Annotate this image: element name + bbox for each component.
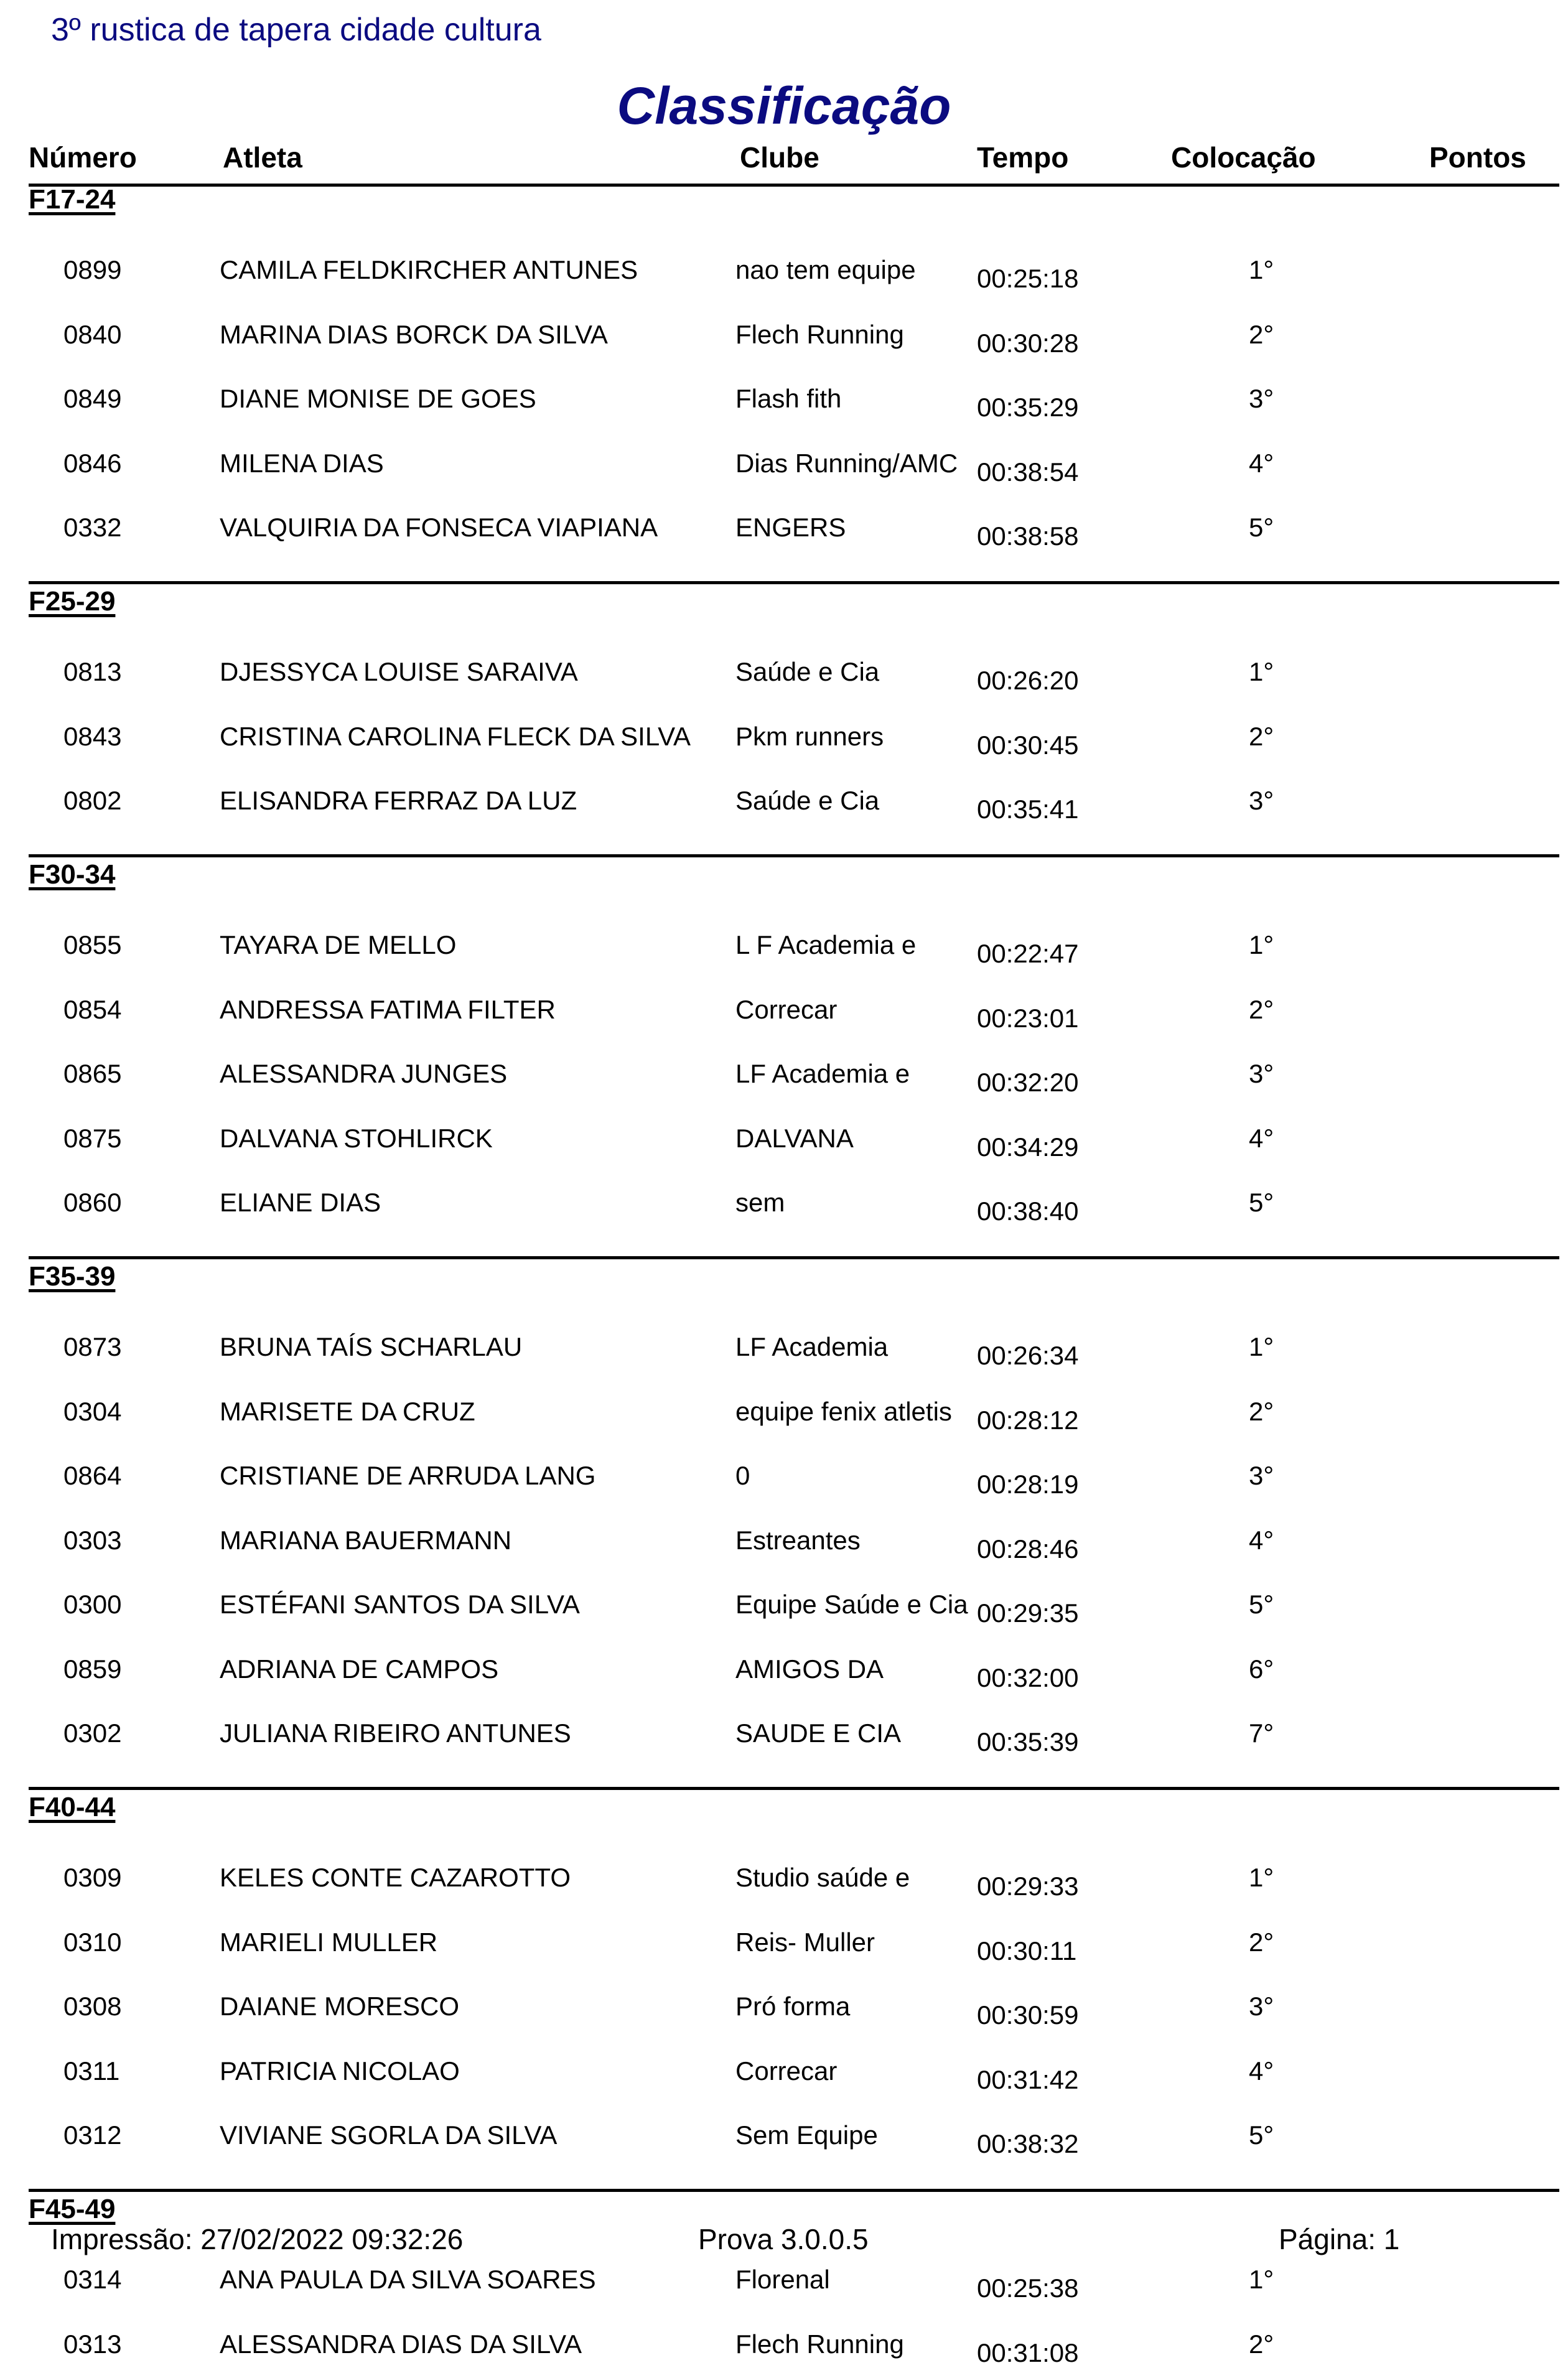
cell-clube: Saúde e Cia — [735, 657, 880, 686]
cell-numero: 0849 — [63, 384, 122, 413]
cell-clube: LF Academia e — [735, 1059, 910, 1088]
category-label: F35-39 — [29, 1261, 116, 1292]
cell-numero: 0300 — [63, 1590, 122, 1619]
category-label: F30-34 — [29, 859, 116, 890]
category-divider — [29, 1256, 1559, 1259]
cell-clube: Flech Running — [735, 2329, 904, 2359]
cell-colocacao: 4° — [1249, 1123, 1274, 1153]
cell-numero: 0310 — [63, 1927, 122, 1957]
column-header-pontos: Pontos — [1429, 141, 1526, 174]
cell-clube: Pkm runners — [735, 721, 884, 751]
cell-tempo: 00:29:33 — [977, 1872, 1079, 1901]
column-header-colocacao: Colocação — [1171, 141, 1316, 174]
cell-tempo: 00:30:28 — [977, 328, 1079, 358]
cell-numero: 0859 — [63, 1654, 122, 1684]
cell-atleta: CRISTINA CAROLINA FLECK DA SILVA — [220, 721, 691, 751]
cell-numero: 0311 — [63, 2056, 120, 2086]
cell-atleta: MARISETE DA CRUZ — [220, 1396, 475, 1426]
cell-clube: Estreantes — [735, 1525, 861, 1555]
cell-atleta: MARIELI MULLER — [220, 1927, 438, 1957]
cell-atleta: CAMILA FELDKIRCHER ANTUNES — [220, 255, 638, 284]
column-header-tempo: Tempo — [977, 141, 1069, 174]
cell-clube: Correcar — [735, 994, 838, 1024]
cell-clube: 0 — [735, 1461, 750, 1490]
cell-tempo: 00:34:29 — [977, 1132, 1079, 1162]
cell-clube: AMIGOS DA — [735, 1654, 884, 1684]
cell-clube: Studio saúde e — [735, 1863, 910, 1892]
cell-colocacao: 3° — [1249, 1059, 1274, 1088]
cell-colocacao: 2° — [1249, 1927, 1274, 1957]
cell-tempo: 00:25:38 — [977, 2273, 1079, 2303]
cell-tempo: 00:28:12 — [977, 1405, 1079, 1435]
category-label: F45-49 — [29, 2194, 116, 2224]
cell-colocacao: 2° — [1249, 994, 1274, 1024]
cell-colocacao: 4° — [1249, 1525, 1274, 1555]
category-label: F25-29 — [29, 586, 116, 617]
cell-atleta: PATRICIA NICOLAO — [220, 2056, 460, 2086]
cell-numero: 0313 — [63, 2329, 122, 2359]
cell-atleta: ALESSANDRA JUNGES — [220, 1059, 508, 1088]
cell-atleta: MILENA DIAS — [220, 448, 384, 478]
cell-tempo: 00:26:20 — [977, 666, 1079, 695]
cell-atleta: DIANE MONISE DE GOES — [220, 384, 536, 413]
cell-tempo: 00:30:59 — [977, 2000, 1079, 2030]
cell-numero: 0302 — [63, 1718, 122, 1748]
cell-colocacao: 2° — [1249, 1396, 1274, 1426]
cell-atleta: CRISTIANE DE ARRUDA LANG — [220, 1461, 596, 1490]
cell-atleta: KELES CONTE CAZAROTTO — [220, 1863, 571, 1892]
cell-atleta: BRUNA TAÍS SCHARLAU — [220, 1332, 523, 1361]
cell-numero: 0873 — [63, 1332, 122, 1361]
cell-clube: ENGERS — [735, 513, 846, 542]
cell-numero: 0846 — [63, 448, 122, 478]
cell-clube: Reis- Muller — [735, 1927, 875, 1957]
cell-atleta: ALESSANDRA DIAS DA SILVA — [220, 2329, 582, 2359]
cell-tempo: 00:35:41 — [977, 795, 1079, 824]
cell-tempo: 00:32:20 — [977, 1068, 1079, 1097]
cell-numero: 0332 — [63, 513, 122, 542]
cell-colocacao: 1° — [1249, 1863, 1274, 1892]
column-header-clube: Clube — [740, 141, 819, 174]
cell-atleta: JULIANA RIBEIRO ANTUNES — [220, 1718, 571, 1748]
cell-atleta: ANA PAULA DA SILVA SOARES — [220, 2265, 596, 2294]
column-header-numero: Número — [29, 141, 137, 174]
cell-colocacao: 7° — [1249, 1718, 1274, 1748]
cell-tempo: 00:38:32 — [977, 2129, 1079, 2158]
cell-clube: L F Academia e — [735, 930, 917, 959]
cell-atleta: ANDRESSA FATIMA FILTER — [220, 994, 556, 1024]
cell-numero: 0314 — [63, 2265, 122, 2294]
cell-tempo: 00:38:54 — [977, 457, 1079, 487]
category-divider — [29, 854, 1559, 857]
cell-numero: 0864 — [63, 1461, 122, 1490]
cell-atleta: DJESSYCA LOUISE SARAIVA — [220, 657, 578, 686]
cell-numero: 0309 — [63, 1863, 122, 1892]
cell-numero: 0813 — [63, 657, 122, 686]
cell-atleta: TAYARA DE MELLO — [220, 930, 457, 959]
cell-atleta: MARIANA BAUERMANN — [220, 1525, 512, 1555]
cell-clube: Dias Running/AMC — [735, 448, 958, 478]
cell-colocacao: 3° — [1249, 786, 1274, 815]
cell-numero: 0854 — [63, 994, 122, 1024]
event-title: 3º rustica de tapera cidade cultura — [51, 12, 541, 48]
cell-numero: 0312 — [63, 2120, 122, 2150]
cell-colocacao: 1° — [1249, 930, 1274, 959]
cell-tempo: 00:31:08 — [977, 2338, 1079, 2367]
cell-clube: SAUDE E CIA — [735, 1718, 902, 1748]
cell-tempo: 00:35:29 — [977, 393, 1079, 422]
cell-colocacao: 4° — [1249, 448, 1274, 478]
cell-clube: Flech Running — [735, 319, 904, 349]
cell-numero: 0843 — [63, 721, 122, 751]
cell-atleta: VIVIANE SGORLA DA SILVA — [220, 2120, 558, 2150]
cell-clube: nao tem equipe — [735, 255, 916, 284]
cell-tempo: 00:22:47 — [977, 939, 1079, 968]
cell-colocacao: 3° — [1249, 384, 1274, 413]
cell-tempo: 00:32:00 — [977, 1662, 1079, 1692]
cell-colocacao: 1° — [1249, 255, 1274, 284]
cell-atleta: VALQUIRIA DA FONSECA VIAPIANA — [220, 513, 658, 542]
cell-colocacao: 5° — [1249, 2120, 1274, 2150]
cell-colocacao: 2° — [1249, 319, 1274, 349]
column-header-atleta: Atleta — [223, 141, 302, 174]
cell-colocacao: 2° — [1249, 2329, 1274, 2359]
cell-colocacao: 2° — [1249, 721, 1274, 751]
cell-tempo: 00:28:46 — [977, 1534, 1079, 1564]
footer-software-version: Prova 3.0.0.5 — [698, 2223, 869, 2255]
cell-clube: Equipe Saúde e Cia — [735, 1590, 968, 1619]
cell-tempo: 00:26:34 — [977, 1341, 1079, 1370]
cell-clube: DALVANA — [735, 1123, 854, 1153]
header-divider — [29, 184, 1559, 187]
cell-clube: Pró forma — [735, 1992, 851, 2021]
category-label: F40-44 — [29, 1792, 116, 1822]
category-divider — [29, 2189, 1559, 2192]
footer-print-date: Impressão: 27/02/2022 09:32:26 — [51, 2223, 464, 2255]
cell-clube: Saúde e Cia — [735, 786, 880, 815]
cell-tempo: 00:25:18 — [977, 264, 1079, 293]
cell-atleta: ESTÉFANI SANTOS DA SILVA — [220, 1590, 580, 1619]
cell-atleta: ADRIANA DE CAMPOS — [220, 1654, 499, 1684]
cell-clube: equipe fenix atletis — [735, 1396, 952, 1426]
category-divider — [29, 1787, 1559, 1790]
cell-numero: 0855 — [63, 930, 122, 959]
cell-numero: 0802 — [63, 786, 122, 815]
cell-colocacao: 6° — [1249, 1654, 1274, 1684]
cell-colocacao: 1° — [1249, 657, 1274, 686]
cell-tempo: 00:28:19 — [977, 1470, 1079, 1499]
cell-colocacao: 1° — [1249, 2265, 1274, 2294]
cell-numero: 0840 — [63, 319, 122, 349]
cell-atleta: ELISANDRA FERRAZ DA LUZ — [220, 786, 577, 815]
cell-numero: 0865 — [63, 1059, 122, 1088]
cell-clube: Correcar — [735, 2056, 838, 2086]
cell-numero: 0875 — [63, 1123, 122, 1153]
cell-tempo: 00:31:42 — [977, 2064, 1079, 2094]
cell-colocacao: 5° — [1249, 1188, 1274, 1217]
cell-numero: 0303 — [63, 1525, 122, 1555]
cell-numero: 0304 — [63, 1396, 122, 1426]
cell-colocacao: 5° — [1249, 513, 1274, 542]
cell-atleta: ELIANE DIAS — [220, 1188, 381, 1217]
cell-colocacao: 4° — [1249, 2056, 1274, 2086]
cell-numero: 0899 — [63, 255, 122, 284]
cell-atleta: DALVANA STOHLIRCK — [220, 1123, 493, 1153]
cell-atleta: DAIANE MORESCO — [220, 1992, 460, 2021]
category-label: F17-24 — [29, 184, 116, 215]
category-divider — [29, 581, 1559, 584]
cell-colocacao: 1° — [1249, 1332, 1274, 1361]
cell-clube: Flash fith — [735, 384, 842, 413]
cell-numero: 0308 — [63, 1992, 122, 2021]
cell-tempo: 00:38:40 — [977, 1196, 1079, 1226]
cell-atleta: MARINA DIAS BORCK DA SILVA — [220, 319, 608, 349]
cell-tempo: 00:30:45 — [977, 730, 1079, 760]
cell-colocacao: 3° — [1249, 1992, 1274, 2021]
cell-tempo: 00:35:39 — [977, 1727, 1079, 1756]
cell-clube: Florenal — [735, 2265, 830, 2294]
cell-tempo: 00:38:58 — [977, 521, 1079, 551]
cell-colocacao: 3° — [1249, 1461, 1274, 1490]
cell-colocacao: 5° — [1249, 1590, 1274, 1619]
cell-numero: 0860 — [63, 1188, 122, 1217]
cell-clube: Sem Equipe — [735, 2120, 878, 2150]
cell-tempo: 00:29:35 — [977, 1598, 1079, 1628]
cell-clube: LF Academia — [735, 1332, 889, 1361]
cell-clube: sem — [735, 1188, 785, 1217]
cell-tempo: 00:23:01 — [977, 1003, 1079, 1033]
report-title: Classificação — [617, 77, 951, 135]
footer-page-number: Página: 1 — [1279, 2223, 1400, 2255]
cell-tempo: 00:30:11 — [977, 1936, 1077, 1965]
